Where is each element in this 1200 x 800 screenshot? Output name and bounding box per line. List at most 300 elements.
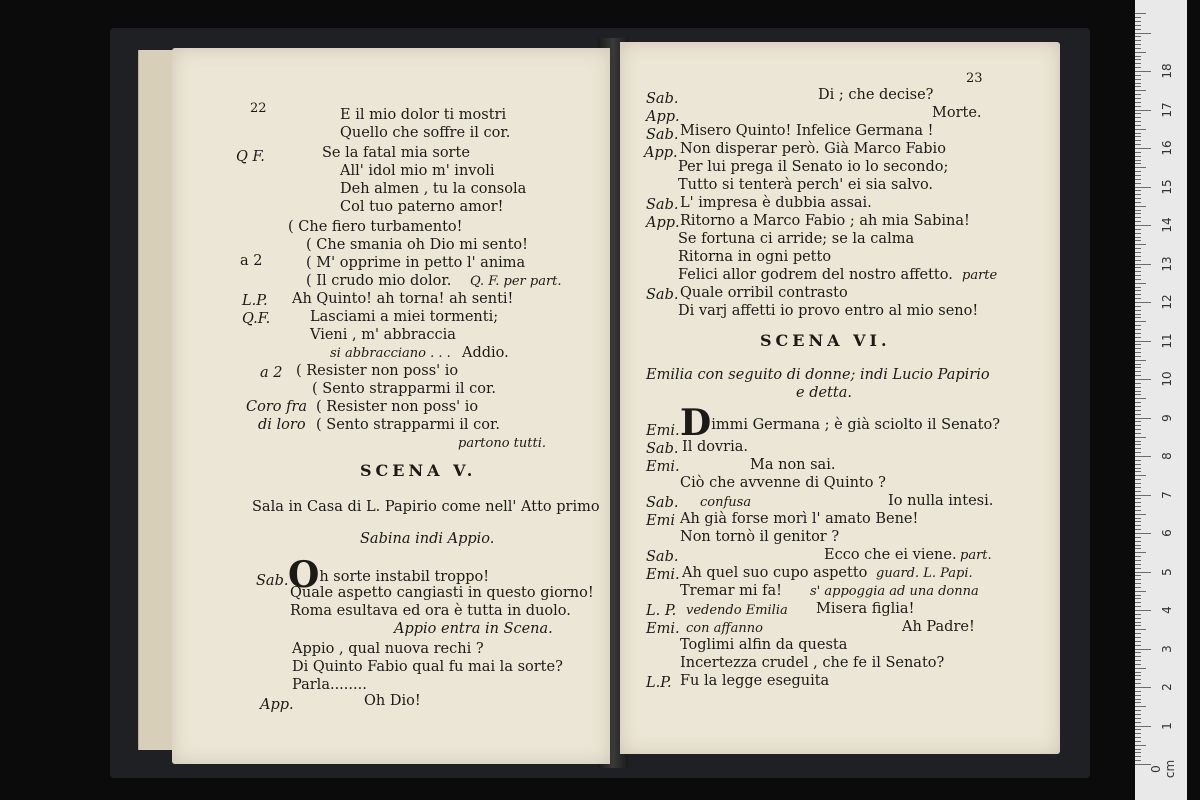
ruler-tick [1135,290,1141,291]
ruler-tick [1135,244,1146,245]
ruler-tick [1135,622,1141,623]
ruler-tick [1135,702,1141,703]
ruler-tick [1135,59,1141,60]
dialogue-line: Tremar mi fa! [680,583,782,599]
ruler-number: 8 [1160,452,1174,460]
ruler-number: 4 [1160,606,1174,614]
ruler-tick [1135,510,1141,511]
dialogue-line: Ah già forse morì l' amato Bene! [680,511,919,527]
ruler-tick [1135,117,1141,118]
ruler-tick [1135,344,1141,345]
ruler-tick [1135,733,1141,734]
scene-setting: Emilia con seguito di donne; indi Lucio Papirio [646,367,990,383]
stage-direction: confusa [700,495,752,510]
ruler-tick [1135,633,1141,634]
dialogue-line: Misero Quinto! Infelice Germana ! [680,123,934,139]
ruler-tick [1135,29,1141,30]
ruler-tick [1135,71,1151,72]
ruler-tick [1135,456,1151,457]
ruler-tick [1135,248,1141,249]
stage-direction: vedendo Emilia [686,603,788,618]
verse-line: ( Resister non poss' io [316,399,479,415]
speaker: L.P. [646,675,672,691]
ruler-tick [1135,333,1141,334]
ruler-tick [1135,321,1146,322]
ruler-tick [1135,625,1141,626]
ruler-tick [1135,491,1141,492]
ruler-tick [1135,533,1151,534]
ruler-tick [1135,237,1141,238]
scene-heading: SCENA VI. [760,331,891,350]
verse-line: ( Sento strapparmi il cor. [316,417,500,433]
ruler-tick [1135,356,1141,357]
speaker: Emi. [646,459,680,475]
ruler-tick [1135,221,1141,222]
ruler-tick [1135,583,1141,584]
ruler-number: 14 [1160,217,1174,233]
ruler-tick [1135,83,1141,84]
ruler-tick [1135,98,1141,99]
dialogue-line: Fu la legge eseguita [680,673,830,689]
ruler-tick [1135,194,1141,195]
speaker: di loro [258,417,306,433]
scene-heading: SCENA V. [360,461,477,480]
verse-line: Col tuo paterno amor! [340,199,504,215]
ruler-tick [1135,764,1151,765]
ruler-tick [1135,579,1141,580]
ruler-tick [1135,483,1141,484]
ruler-tick [1135,306,1141,307]
ruler-tick [1135,33,1151,34]
ruler-tick [1135,726,1151,727]
dialogue-line: Io nulla intesi. [888,493,994,509]
dialogue-line: Oh Dio! [364,693,421,709]
ruler-tick [1135,421,1141,422]
right-page [620,42,1060,754]
stage-direction: s' appoggia ad una donna [810,584,979,599]
ruler-tick [1135,568,1141,569]
speaker: App. [260,697,294,713]
ruler-number: 6 [1160,529,1174,537]
ruler-tick [1135,548,1141,549]
ruler-tick [1135,637,1141,638]
ruler-tick [1135,233,1141,234]
ruler-tick [1135,460,1141,461]
ruler-tick [1135,610,1151,611]
ruler-tick [1135,179,1141,180]
dialogue-line: Di Quinto Fabio qual fu mai la sorte? [292,659,563,675]
ruler-tick [1135,133,1141,134]
dialogue-line: Ah Padre! [902,619,975,635]
stage-direction: parte [962,268,998,283]
ruler-tick [1135,52,1146,53]
ruler-tick [1135,475,1146,476]
ruler-tick [1135,479,1141,480]
ruler-tick [1135,448,1141,449]
dialogue-line: Ecco che ei viene. [824,547,957,563]
ruler-number: 1 [1160,721,1174,730]
ruler-tick [1135,741,1141,742]
ruler-tick [1135,745,1146,746]
ruler-tick [1135,514,1146,515]
ruler-tick [1135,425,1141,426]
dialogue-line: Felici allor godrem del nostro affetto. [678,267,953,283]
verse-line: ( Che smania oh Dio mi sento! [306,237,528,253]
ruler-tick [1135,106,1141,107]
speaker: Sab. [646,441,679,457]
ruler-tick [1135,298,1141,299]
ruler-number: 3 [1160,644,1174,653]
stage-direction: Q. F. per part. [470,274,562,289]
ruler-tick [1135,129,1146,130]
ruler-number: 5 [1160,567,1174,576]
ruler-tick [1135,267,1141,268]
ruler-tick [1135,364,1141,365]
ruler-tick [1135,75,1141,76]
stage-direction: Appio entra in Scena. [394,621,553,637]
ruler-tick [1135,468,1141,469]
ruler-tick [1135,314,1141,315]
ruler-tick [1135,595,1141,596]
ruler-tick [1135,302,1151,303]
ruler-tick [1135,375,1141,376]
dialogue-line: Per lui prega il Senato io lo secondo; [678,159,949,175]
ruler-tick [1135,171,1141,172]
verse-line: E il mio dolor ti mostri [340,107,507,123]
ruler-tick [1135,537,1141,538]
ruler-tick [1135,240,1141,241]
ruler-number: 13 [1160,255,1174,272]
verse-line: ( M' opprime in petto l' anima [306,255,526,271]
ruler-tick [1135,213,1141,214]
dialogue-line: Misera figlia! [816,601,915,617]
ruler-tick [1135,371,1141,372]
ruler-number: 7 [1160,490,1174,499]
ruler-tick [1135,433,1141,434]
ruler-tick [1135,283,1146,284]
dialogue-text: h sorte instabil troppo! [319,569,490,585]
ruler-tick [1135,649,1151,650]
ruler-tick [1135,252,1141,253]
ruler-tick [1135,495,1151,496]
ruler-tick [1135,752,1141,753]
dialogue-line: Ritorna in ogni petto [678,249,832,265]
ruler-tick [1135,152,1141,153]
ruler-tick [1135,564,1141,565]
ruler-tick [1135,341,1151,342]
verse-line: Vieni , m' abbraccia [310,327,456,343]
ruler-tick [1135,391,1141,392]
speaker: Sab. [646,197,679,213]
measuring-ruler [1135,0,1187,800]
stage-direction: part. [960,548,992,563]
dialogue-line: Incertezza crudel , che fe il Senato? [680,655,945,671]
speaker: a 2 [240,253,263,269]
speaker: Sab. [646,549,679,565]
verse-line: Quello che soffre il cor. [340,125,511,141]
ruler-tick [1135,679,1141,680]
ruler-tick [1135,645,1141,646]
ruler-tick [1135,206,1146,207]
stage-direction: si abbracciano . . . [330,346,451,361]
ruler-tick [1135,198,1141,199]
ruler-tick [1135,25,1141,26]
page-number: 22 [250,101,267,116]
speaker: L. P. [646,603,677,619]
ruler-tick [1135,202,1141,203]
ruler-tick [1135,275,1141,276]
ruler-tick [1135,541,1141,542]
ruler-tick [1135,163,1141,164]
ruler-tick [1135,683,1141,684]
ruler-number: 18 [1160,63,1174,79]
ruler-tick [1135,36,1141,37]
ruler-tick [1135,360,1146,361]
ruler-tick [1135,718,1141,719]
ruler-number: 9 [1160,413,1174,422]
ruler-tick [1135,325,1141,326]
ruler-tick [1135,210,1141,211]
ruler-tick [1135,279,1141,280]
ruler-tick [1135,175,1141,176]
ruler-number: 12 [1160,294,1174,310]
dropcap: O [288,554,320,596]
ruler-number: 17 [1160,101,1174,118]
ruler-tick [1135,737,1141,738]
speaker: Sab. [646,287,679,303]
dialogue-line: Di varj affetti io provo entro al mio seno! [678,303,979,319]
ruler-tick [1135,402,1141,403]
speaker: L.P. [242,293,268,309]
speaker: Q F. [236,149,265,165]
dialogue-line: Ritorno a Marco Fabio ; ah mia Sabina! [680,213,970,229]
ruler-tick [1135,418,1151,419]
ruler-tick [1135,183,1141,184]
ruler-tick [1135,660,1141,661]
ruler-tick [1135,56,1141,57]
verse-line: Lasciami a miei tormenti; [310,309,499,325]
ruler-tick [1135,63,1141,64]
ruler-tick [1135,714,1141,715]
ruler-tick [1135,444,1141,445]
ruler-tick [1135,167,1146,168]
ruler-tick [1135,614,1141,615]
ruler-tick [1135,102,1141,103]
verse-line: All' idol mio m' involi [340,163,495,179]
ruler-tick [1135,398,1146,399]
speaker: App. [644,145,678,161]
ruler-tick [1135,13,1146,14]
ruler-tick [1135,121,1141,122]
ruler-tick [1135,156,1141,157]
ruler-tick [1135,706,1146,707]
dialogue-line: Appio , qual nuova rechi ? [292,641,484,657]
ruler-tick [1135,471,1141,472]
scene-setting: Sala in Casa di L. Papirio come nell' Atto primo [252,499,600,515]
ruler-tick [1135,602,1141,603]
ruler-tick [1135,502,1141,503]
ruler-tick [1135,518,1141,519]
dialogue-line: Di ; che decise? [818,87,934,103]
ruler-tick [1135,506,1141,507]
ruler-tick [1135,367,1141,368]
ruler-tick [1135,760,1141,761]
scene-characters: Sabina indi Appio. [360,531,495,547]
dialogue-line: Ciò che avvenne di Quinto ? [680,475,886,491]
verse-line: ( Il crudo mio dolor. [306,273,452,289]
ruler-tick [1135,337,1141,338]
page-number: 23 [966,71,983,86]
ruler-tick [1135,749,1141,750]
ruler-tick [1135,406,1141,407]
ruler-tick [1135,672,1141,673]
speaker: Emi [646,513,675,529]
ruler-tick [1135,187,1151,188]
ruler-tick [1135,67,1141,68]
ruler-number: 2 [1160,683,1174,691]
ruler-tick [1135,452,1141,453]
verse-line: ( Che fiero turbamento! [288,219,463,235]
ruler-tick [1135,414,1141,415]
ruler-tick [1135,125,1141,126]
scene-setting: e detta. [796,385,852,401]
stage-direction: partono tutti. [458,436,547,451]
verse-line: Ah Quinto! ah torna! ah senti! [292,291,514,307]
dialogue-line: Il dovria. [682,439,749,455]
verse-line: Deh almen , tu la consola [340,181,527,197]
ruler-tick [1135,271,1141,272]
ruler-tick [1135,136,1141,137]
ruler-tick [1135,756,1141,757]
ruler-tick [1135,113,1141,114]
ruler-tick [1135,383,1141,384]
dialogue-text: immi Germana ; è già sciolto il Senato? [711,417,1000,433]
ruler-tick [1135,387,1141,388]
speaker: App. [646,215,680,231]
stage-direction: guard. L. Papi. [876,566,973,581]
ruler-tick [1135,348,1141,349]
ruler-tick [1135,529,1141,530]
dialogue-line: Ah quel suo cupo aspetto [682,565,868,581]
ruler-tick [1135,691,1141,692]
ruler-tick [1135,225,1151,226]
speaker: Sab. [646,495,679,511]
ruler-tick [1135,110,1151,111]
ruler-tick [1135,90,1146,91]
speaker: Sab. [646,91,679,107]
speaker: Sab. [256,573,289,589]
ruler-tick [1135,17,1141,18]
ruler-tick [1135,552,1146,553]
ruler-tick [1135,260,1141,261]
ruler-tick [1135,722,1141,723]
dialogue-line: Ma non sai. [750,457,836,473]
speaker: Emi. [646,621,680,637]
dialogue-line: Se fortuna ci arride; se la calma [678,231,915,247]
stage-direction: con affanno [686,621,763,636]
ruler-number: 16 [1160,140,1174,156]
ruler-tick [1135,148,1151,149]
verse-line: Se la fatal mia sorte [322,145,470,161]
speaker: Q.F. [242,311,271,327]
dialogue-line: Toglimi alfin da questa [680,637,848,653]
speaker: Coro fra [246,399,308,415]
ruler-tick [1135,591,1146,592]
ruler-tick [1135,437,1146,438]
ruler-tick [1135,144,1141,145]
ruler-tick [1135,587,1141,588]
ruler-tick [1135,695,1141,696]
dialogue-line: L' impresa è dubbia assai. [680,195,872,211]
ruler-tick [1135,79,1141,80]
ruler-tick [1135,48,1141,49]
verse-line: Addio. [462,345,509,361]
ruler-tick [1135,379,1151,380]
ruler-tick [1135,487,1141,488]
ruler-tick [1135,410,1141,411]
ruler-tick [1135,140,1141,141]
ruler-tick [1135,294,1141,295]
ruler-tick [1135,575,1141,576]
speaker: a 2 [260,365,283,381]
ruler-tick [1135,394,1141,395]
speaker: App. [646,109,680,125]
dialogue-line [680,402,1000,444]
speaker: Emi. [646,567,680,583]
verse-line: ( Resister non poss' io [296,363,459,379]
speaker: Sab. [646,127,679,143]
dialogue-line: Parla........ [292,677,367,693]
ruler-tick [1135,560,1141,561]
ruler-tick [1135,687,1151,688]
speaker: Emi. [646,423,680,439]
ruler-tick [1135,545,1141,546]
ruler-tick [1135,229,1141,230]
dialogue-line: Non disperar però. Già Marco Fabio [680,141,946,157]
ruler-tick [1135,429,1141,430]
ruler-unit-label: 0 cm [1149,759,1177,779]
ruler-tick [1135,190,1141,191]
ruler-tick [1135,464,1141,465]
ruler-tick [1135,652,1141,653]
ruler-tick [1135,699,1141,700]
ruler-number: 11 [1160,332,1174,349]
ruler-tick [1135,710,1141,711]
ruler-tick [1135,21,1141,22]
ruler-tick [1135,217,1141,218]
ruler-tick [1135,656,1141,657]
ruler-tick [1135,525,1141,526]
left-page [172,48,610,764]
ruler-tick [1135,160,1141,161]
ruler-tick [1135,664,1141,665]
ruler-number: 10 [1160,371,1174,387]
ruler-tick [1135,606,1141,607]
dialogue-line: Quale aspetto cangiasti in questo giorno! [290,585,594,601]
ruler-tick [1135,641,1141,642]
ruler-tick [1135,287,1141,288]
ruler-tick [1135,352,1141,353]
ruler-tick [1135,264,1151,265]
ruler-tick [1135,40,1141,41]
dialogue-line: Tutto si tenterà perch' ei sia salvo. [678,177,934,193]
dialogue-line: Morte. [932,105,982,121]
dialogue-line: Roma esultava ed ora è tutta in duolo. [290,603,571,619]
ruler-tick [1135,729,1141,730]
ruler-tick [1135,329,1141,330]
ruler-tick [1135,310,1141,311]
ruler-tick [1135,256,1141,257]
